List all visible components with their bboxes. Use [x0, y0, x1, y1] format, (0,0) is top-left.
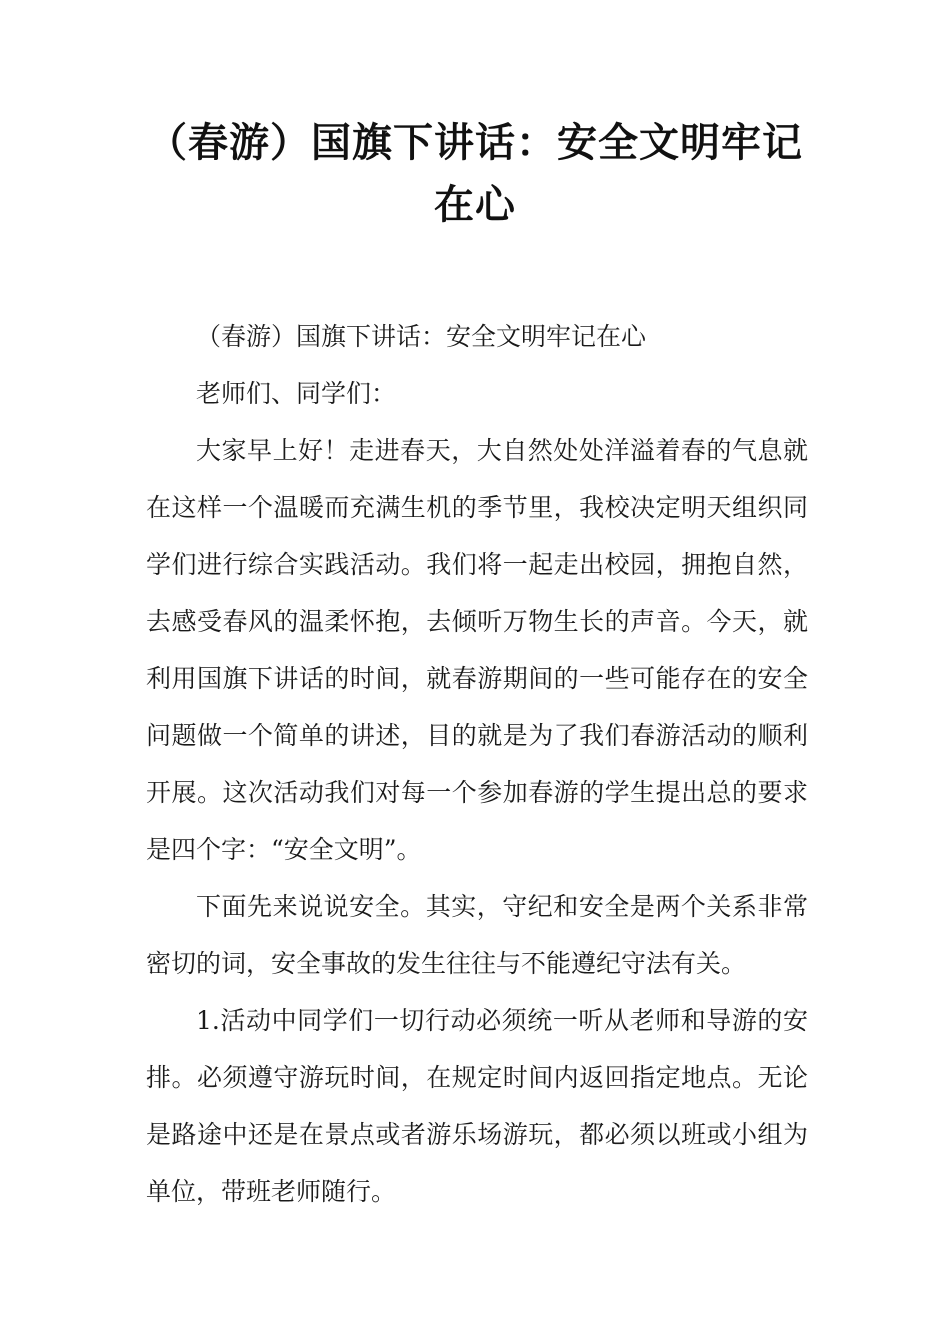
paragraph-rule-1: 1.活动中同学们一切行动必须统一听从老师和导游的安排。必须遵守游玩时间，在规定时间内返回指定地点。无论是路途中还是在景点或者游乐场游玩，都必须以班或小组为单位，带班老师随行。	[146, 1006, 808, 1206]
paragraph-greeting: 大家早上好！走进春天，大自然处处洋溢着春的气息就在这样一个温暖而充满生机的季节里，我校决定明天组织同学们进行综合实践活动。我们将一起走出校园，拥抱自然，去感受春风的温柔怀抱，去倾听万物生长的声音。今天，就利用国旗下讲话的时间，就春游期间的一些可能存在的安全问题做一个简单的讲述，目的就是为了我们春游活动的顺利开展。这次活动我们对每一个参加春游的学生提出总的要求是四个字：“安全文明”。	[146, 436, 808, 864]
paragraph-salutation: 老师们、同学们：	[196, 379, 397, 408]
document-body	[146, 308, 808, 1220]
paragraph-safety-intro: 下面先来说说安全。其实，守纪和安全是两个关系非常密切的词，安全事故的发生往往与不能遵纪守法有关。	[146, 892, 808, 978]
paragraph-subtitle: （春游）国旗下讲话：安全文明牢记在心	[196, 322, 647, 351]
document-title: （春游）国旗下讲话：安全文明牢记在心	[147, 120, 803, 228]
